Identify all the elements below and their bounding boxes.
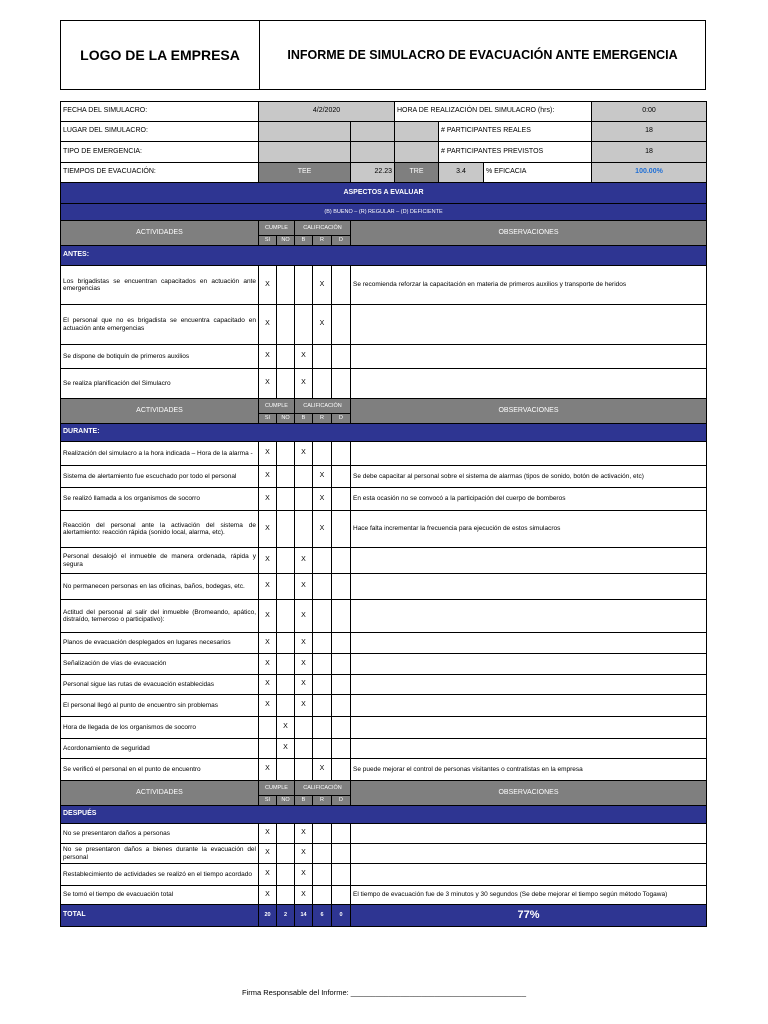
calificacion-header: CALIFICACIÓN — [295, 221, 351, 236]
b-header: B — [295, 796, 313, 806]
activity-text: Reacción del personal ante la activación del sistema de alertamiento: reacción rápida (sonido local, alarma, etc). — [61, 511, 259, 548]
activity-text: Restablecimiento de actividades se realizó en el tiempo acordado — [61, 864, 259, 886]
cumple-no-mark — [277, 488, 295, 511]
activity-row — [61, 695, 707, 717]
cumple-no-mark — [277, 633, 295, 654]
calificacion-b-mark: X — [295, 600, 313, 633]
durante-section-label: DURANTE: — [61, 424, 707, 442]
evaluation-table — [60, 101, 707, 927]
calificacion-b-mark — [295, 266, 313, 305]
calificacion-d-mark — [332, 675, 351, 695]
calificacion-b-mark: X — [295, 824, 313, 844]
activity-row — [61, 574, 707, 600]
fecha-label: FECHA DEL SIMULACRO: — [61, 102, 259, 122]
antes-section-row — [61, 246, 707, 266]
cumple-no-mark: X — [277, 717, 295, 739]
calificacion-r-mark — [313, 824, 332, 844]
calificacion-b-mark — [295, 739, 313, 759]
participantes-previstos-label: # PARTICIPANTES PREVISTOS — [439, 142, 592, 163]
activity-row — [61, 345, 707, 369]
calificacion-r-mark — [313, 844, 332, 864]
calificacion-header: CALIFICACIÓN — [295, 399, 351, 414]
activity-text: Realización del simulacro a la hora indicada – Hora de la alarma - — [61, 442, 259, 466]
activity-text: Señalización de vías de evacuación — [61, 654, 259, 675]
aspectos-legend: (B) BUENO – (R) REGULAR – (D) DEFICIENTE — [61, 204, 707, 221]
calificacion-b-mark: X — [295, 442, 313, 466]
cumple-no-mark: X — [277, 739, 295, 759]
cumple-no-mark — [277, 574, 295, 600]
observation-text — [351, 675, 707, 695]
calificacion-d-mark — [332, 369, 351, 399]
calificacion-b-mark: X — [295, 345, 313, 369]
calificacion-r-mark: X — [313, 511, 332, 548]
calificacion-d-mark — [332, 739, 351, 759]
cumple-si-mark: X — [259, 345, 277, 369]
activity-row — [61, 442, 707, 466]
tre-eficacia-cell — [439, 163, 592, 183]
si-header: SI — [259, 236, 277, 246]
calificacion-header: CALIFICACIÓN — [295, 781, 351, 796]
activity-text: Se verificó el personal en el punto de encuentro — [61, 759, 259, 781]
d-header: D — [332, 796, 351, 806]
activity-text: Se tomó el tiempo de evacuación total — [61, 886, 259, 905]
observation-text: Se recomienda reforzar la capacitación en materia de primeros auxilios y transporte de heridos — [351, 266, 707, 305]
activity-row — [61, 548, 707, 574]
cumple-si-mark: X — [259, 600, 277, 633]
cumple-si-mark — [259, 739, 277, 759]
activity-text: No se presentaron daños a bienes durante la evacuación del personal — [61, 844, 259, 864]
cumple-no-mark — [277, 759, 295, 781]
calificacion-d-mark — [332, 305, 351, 345]
tipo-label: TIPO DE EMERGENCIA: — [61, 142, 259, 163]
calificacion-b-mark: X — [295, 844, 313, 864]
cumple-no-mark — [277, 466, 295, 488]
antes-section-label: ANTES: — [61, 246, 707, 266]
tipo-row — [61, 142, 707, 163]
activity-text: Actitud del personal al salir del inmueble (Bromeando, apático, distraído, temeroso o participativo): — [61, 600, 259, 633]
d-header: D — [332, 414, 351, 424]
cumple-si-mark: X — [259, 305, 277, 345]
calificacion-b-mark: X — [295, 886, 313, 905]
observaciones-header: OBSERVACIONES — [351, 781, 707, 806]
fecha-row — [61, 102, 707, 122]
calificacion-b-mark: X — [295, 633, 313, 654]
total-b: 14 — [295, 905, 313, 927]
total-percent: 77% — [351, 905, 707, 927]
r-header: R — [313, 796, 332, 806]
calificacion-r-mark — [313, 574, 332, 600]
calificacion-d-mark — [332, 824, 351, 844]
si-header: SI — [259, 414, 277, 424]
calificacion-d-mark — [332, 654, 351, 675]
cumple-no-mark — [277, 675, 295, 695]
observation-text — [351, 633, 707, 654]
cumple-si-mark: X — [259, 633, 277, 654]
calificacion-r-mark: X — [313, 759, 332, 781]
cumple-header: CUMPLE — [259, 221, 295, 236]
cumple-no-mark — [277, 442, 295, 466]
tiempos-label: TIEMPOS DE EVACUACIÓN: — [61, 163, 259, 183]
activity-text: Se realiza planificación del Simulacro — [61, 369, 259, 399]
tiempos-row — [61, 163, 707, 183]
participantes-reales-label: # PARTICIPANTES REALES — [439, 122, 592, 142]
calificacion-r-mark — [313, 548, 332, 574]
lugar-row — [61, 122, 707, 142]
calificacion-d-mark — [332, 600, 351, 633]
calificacion-r-mark: X — [313, 488, 332, 511]
calificacion-r-mark — [313, 739, 332, 759]
r-header: R — [313, 236, 332, 246]
calificacion-d-mark — [332, 844, 351, 864]
calificacion-b-mark — [295, 305, 313, 345]
durante-section-row — [61, 424, 707, 442]
activity-text: Sistema de alertamiento fue escuchado por todo el personal — [61, 466, 259, 488]
calificacion-r-mark — [313, 442, 332, 466]
cumple-si-mark: X — [259, 442, 277, 466]
activity-row — [61, 266, 707, 305]
calificacion-d-mark — [332, 633, 351, 654]
cumple-si-mark: X — [259, 511, 277, 548]
company-logo-placeholder: LOGO DE LA EMPRESA — [61, 21, 260, 89]
cumple-no-mark — [277, 654, 295, 675]
activity-text: Se dispone de botiquín de primeros auxilios — [61, 345, 259, 369]
calificacion-r-mark — [313, 654, 332, 675]
calificacion-d-mark — [332, 864, 351, 886]
calificacion-d-mark — [332, 488, 351, 511]
aspectos-title: ASPECTOS A EVALUAR — [61, 183, 707, 204]
cumple-no-mark — [277, 511, 295, 548]
cumple-si-mark: X — [259, 548, 277, 574]
activity-text: El personal llegó al punto de encuentro sin problemas — [61, 695, 259, 717]
observation-text — [351, 717, 707, 739]
calificacion-d-mark — [332, 511, 351, 548]
activity-text: No se presentaron daños a personas — [61, 824, 259, 844]
activity-text: Personal sigue las rutas de evacuación establecidas — [61, 675, 259, 695]
observation-text — [351, 600, 707, 633]
tee-label: TEE — [259, 163, 351, 183]
cumple-no-mark — [277, 369, 295, 399]
activity-row — [61, 488, 707, 511]
activity-row — [61, 511, 707, 548]
observation-text — [351, 695, 707, 717]
eficacia-value: 100.00% — [592, 163, 707, 183]
calificacion-d-mark — [332, 466, 351, 488]
observation-text — [351, 574, 707, 600]
cumple-header: CUMPLE — [259, 399, 295, 414]
calificacion-b-mark: X — [295, 548, 313, 574]
durante-column-header-top — [61, 399, 707, 414]
activity-row — [61, 864, 707, 886]
r-header: R — [313, 414, 332, 424]
total-label: TOTAL — [61, 905, 259, 927]
actividades-header: ACTIVIDADES — [61, 781, 259, 806]
activity-row — [61, 759, 707, 781]
activity-row — [61, 654, 707, 675]
activity-row — [61, 675, 707, 695]
cumple-no-mark — [277, 824, 295, 844]
cumple-si-mark: X — [259, 844, 277, 864]
despues-section-label: DESPUÉS — [61, 806, 707, 824]
cumple-si-mark: X — [259, 466, 277, 488]
total-d: 0 — [332, 905, 351, 927]
cumple-no-mark — [277, 345, 295, 369]
cumple-si-mark: X — [259, 574, 277, 600]
observation-text — [351, 345, 707, 369]
cumple-no-mark — [277, 548, 295, 574]
antes-column-header-top — [61, 221, 707, 236]
tipo-value — [259, 142, 351, 163]
aspectos-title-row — [61, 183, 707, 204]
cumple-si-mark: X — [259, 654, 277, 675]
observation-text: En esta ocasión no se convocó a la participación del cuerpo de bomberos — [351, 488, 707, 511]
cumple-no-mark — [277, 600, 295, 633]
observation-text: Hace falta incrementar la frecuencia para ejecución de estos simulacros — [351, 511, 707, 548]
calificacion-r-mark — [313, 864, 332, 886]
lugar-value — [259, 122, 351, 142]
calificacion-d-mark — [332, 574, 351, 600]
b-header: B — [295, 414, 313, 424]
calificacion-b-mark: X — [295, 695, 313, 717]
despues-section-row — [61, 806, 707, 824]
calificacion-d-mark — [332, 717, 351, 739]
calificacion-b-mark: X — [295, 864, 313, 886]
calificacion-d-mark — [332, 695, 351, 717]
eficacia-label: % EFICACIA — [486, 168, 527, 176]
calificacion-b-mark — [295, 717, 313, 739]
activity-text: Planos de evacuación desplegados en lugares necesarios — [61, 633, 259, 654]
activity-text: El personal que no es brigadista se encuentra capacitado en actuación ante emergencias — [61, 305, 259, 345]
total-row — [61, 905, 707, 927]
activity-row — [61, 824, 707, 844]
activity-row — [61, 305, 707, 345]
calificacion-r-mark — [313, 633, 332, 654]
report-title: INFORME DE SIMULACRO DE EVACUACIÓN ANTE EMERGENCIA — [287, 48, 678, 62]
activity-text: No permanecen personas en las oficinas, baños, bodegas, etc. — [61, 574, 259, 600]
fecha-value: 4/2/2020 — [259, 102, 395, 122]
calificacion-r-mark — [313, 695, 332, 717]
cumple-si-mark: X — [259, 864, 277, 886]
calificacion-b-mark — [295, 488, 313, 511]
tre-value: 3.4 — [439, 163, 484, 182]
cumple-si-mark: X — [259, 759, 277, 781]
si-header: SI — [259, 796, 277, 806]
activity-text: Los brigadistas se encuentran capacitados en actuación ante emergencias — [61, 266, 259, 305]
observaciones-header: OBSERVACIONES — [351, 221, 707, 246]
cumple-no-mark — [277, 266, 295, 305]
calificacion-b-mark — [295, 511, 313, 548]
aspectos-legend-row — [61, 204, 707, 221]
activity-row — [61, 466, 707, 488]
cumple-no-mark — [277, 695, 295, 717]
observation-text — [351, 548, 707, 574]
calificacion-r-mark — [313, 717, 332, 739]
calificacion-b-mark — [295, 466, 313, 488]
observaciones-header: OBSERVACIONES — [351, 399, 707, 424]
calificacion-b-mark: X — [295, 574, 313, 600]
no-header: NO — [277, 414, 295, 424]
tre-label: TRE — [395, 163, 439, 183]
actividades-header: ACTIVIDADES — [61, 399, 259, 424]
tee-value: 22.23 — [351, 163, 395, 183]
observation-text — [351, 369, 707, 399]
actividades-header: ACTIVIDADES — [61, 221, 259, 246]
cumple-si-mark: X — [259, 488, 277, 511]
calificacion-r-mark — [313, 345, 332, 369]
activity-row — [61, 844, 707, 864]
despues-column-header-top — [61, 781, 707, 796]
calificacion-d-mark — [332, 548, 351, 574]
calificacion-r-mark — [313, 600, 332, 633]
cumple-no-mark — [277, 305, 295, 345]
cumple-no-mark — [277, 844, 295, 864]
observation-text — [351, 442, 707, 466]
no-header: NO — [277, 796, 295, 806]
cumple-si-mark: X — [259, 266, 277, 305]
total-si: 20 — [259, 905, 277, 927]
calificacion-r-mark: X — [313, 305, 332, 345]
activity-text: Acordonamiento de seguridad — [61, 739, 259, 759]
activity-text: Personal desalojó el inmueble de manera ordenada, rápida y segura — [61, 548, 259, 574]
observation-text — [351, 654, 707, 675]
report-header — [60, 20, 706, 90]
activity-row — [61, 739, 707, 759]
total-r: 6 — [313, 905, 332, 927]
cumple-no-mark — [277, 886, 295, 905]
observation-text — [351, 305, 707, 345]
calificacion-r-mark — [313, 886, 332, 905]
cumple-no-mark — [277, 864, 295, 886]
activity-row — [61, 369, 707, 399]
observation-text: Se puede mejorar el control de personas visitantes o contratistas en la empresa — [351, 759, 707, 781]
hora-label: HORA DE REALIZACIÓN DEL SIMULACRO (hrs): — [395, 102, 592, 122]
activity-row — [61, 633, 707, 654]
activity-row — [61, 886, 707, 905]
observation-text — [351, 864, 707, 886]
b-header: B — [295, 236, 313, 246]
calificacion-d-mark — [332, 442, 351, 466]
observation-text — [351, 824, 707, 844]
observation-text: El tiempo de evacuación fue de 3 minutos y 30 segundos (Se debe mejorar el tiempo según método Togawa) — [351, 886, 707, 905]
participantes-reales-value: 18 — [592, 122, 707, 142]
observation-text: Se debe capacitar al personal sobre el sistema de alarmas (tipos de sonido, botón de activación, etc) — [351, 466, 707, 488]
calificacion-d-mark — [332, 345, 351, 369]
no-header: NO — [277, 236, 295, 246]
activity-row — [61, 600, 707, 633]
calificacion-b-mark: X — [295, 675, 313, 695]
lugar-label: LUGAR DEL SIMULACRO: — [61, 122, 259, 142]
participantes-previstos-value: 18 — [592, 142, 707, 163]
total-no: 2 — [277, 905, 295, 927]
activity-row — [61, 717, 707, 739]
calificacion-b-mark — [295, 759, 313, 781]
observation-text — [351, 739, 707, 759]
cumple-si-mark: X — [259, 675, 277, 695]
observation-text — [351, 844, 707, 864]
cumple-header: CUMPLE — [259, 781, 295, 796]
calificacion-b-mark: X — [295, 654, 313, 675]
cumple-si-mark: X — [259, 695, 277, 717]
hora-value: 0:00 — [592, 102, 707, 122]
cumple-si-mark: X — [259, 824, 277, 844]
activity-text: Se realizó llamada a los organismos de socorro — [61, 488, 259, 511]
calificacion-r-mark: X — [313, 266, 332, 305]
cumple-si-mark — [259, 717, 277, 739]
activity-text: Hora de llegada de los organismos de socorro — [61, 717, 259, 739]
calificacion-r-mark: X — [313, 466, 332, 488]
calificacion-d-mark — [332, 759, 351, 781]
calificacion-d-mark — [332, 886, 351, 905]
cumple-si-mark: X — [259, 369, 277, 399]
calificacion-r-mark — [313, 369, 332, 399]
signature-line: Firma Responsable del Informe: __________________________________________ — [242, 988, 526, 997]
cumple-si-mark: X — [259, 886, 277, 905]
d-header: D — [332, 236, 351, 246]
calificacion-b-mark: X — [295, 369, 313, 399]
calificacion-r-mark — [313, 675, 332, 695]
calificacion-d-mark — [332, 266, 351, 305]
